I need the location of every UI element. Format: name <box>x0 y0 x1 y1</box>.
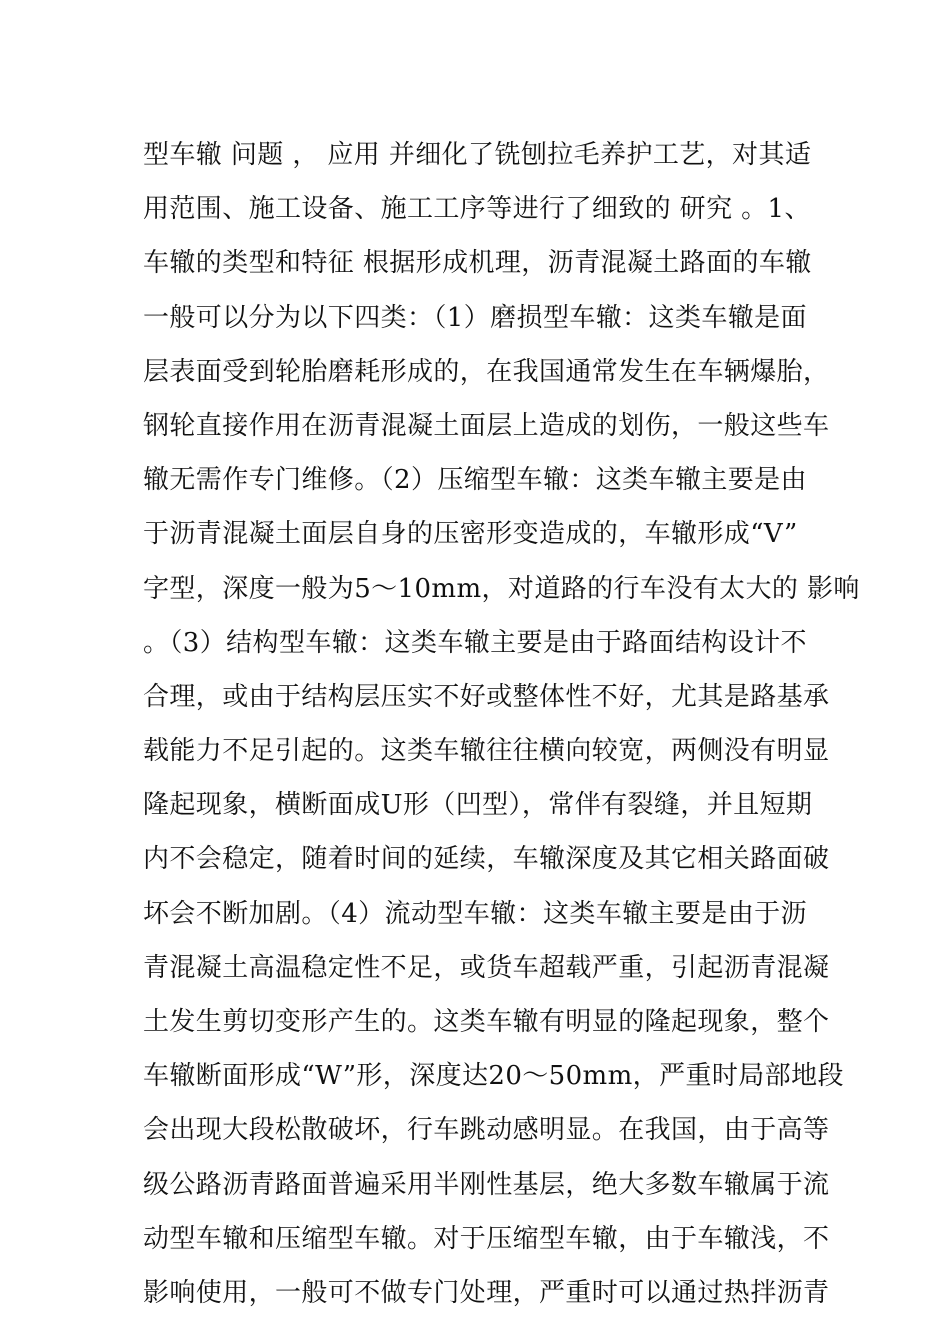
text-line: 层表面受到轮胎磨耗形成的，在我国通常发生在车辆爆胎， <box>143 356 830 387</box>
text-line: 载能力不足引起的。这类车辙往往横向较宽，两侧没有明显 <box>143 736 830 767</box>
text-line: 坏会不断加剧。（4）流动型车辙：这类车辙主要是由于沥 <box>143 898 807 929</box>
body-text <box>143 128 860 1320</box>
text-line: 青混凝土高温稳定性不足，或货车超载严重，引起沥青混凝 <box>143 952 830 983</box>
text-line: 土发生剪切变形产生的。这类车辙有明显的隆起现象，整个 <box>143 1007 830 1037</box>
text-line: 钢轮直接作用在沥青混凝土面层上造成的划伤，一般这些车 <box>143 410 830 441</box>
text-line: 。（3）结构型车辙：这类车辙主要是由于路面结构设计不 <box>143 627 807 658</box>
text-line: 内不会稳定，随着时间的延续，车辙深度及其它相关路面破 <box>143 844 830 875</box>
text-line: 级公路沥青路面普遍采用半刚性基层，绝大多数车辙属于流 <box>143 1169 830 1200</box>
text-line: 车辙断面形成“W”形，深度达20～50mm，严重时局部地段 <box>143 1061 844 1092</box>
text-line: 一般可以分为以下四类：（1）磨损型车辙：这类车辙是面 <box>143 302 807 333</box>
text-line: 隆起现象，横断面成U形（凹型），常伴有裂缝，并且短期 <box>143 790 813 821</box>
text-line: 型车辙 问题 ， 应用 并细化了铣刨拉毛养护工艺，对其适 <box>143 140 812 170</box>
text-line: 合理，或由于结构层压实不好或整体性不好，尤其是路基承 <box>143 681 830 712</box>
text-line: 辙无需作专门维修。（2）压缩型车辙：这类车辙主要是由 <box>143 465 807 496</box>
text-line: 会出现大段松散破坏，行车跳动感明显。在我国，由于高等 <box>143 1115 830 1146</box>
text-line: 字型，深度一般为5～10mm，对道路的行车没有太大的 影响 <box>143 573 860 604</box>
text-line: 影响使用，一般可不做专门处理，严重时可以通过热拌沥青 <box>143 1277 830 1308</box>
text-line: 用范围、施工设备、施工工序等进行了细致的 研究 。1、 <box>143 194 811 225</box>
text-line: 动型车辙和压缩型车辙。对于压缩型车辙，由于车辙浅，不 <box>143 1223 830 1254</box>
text-line: 车辙的类型和特征 根据形成机理，沥青混凝土路面的车辙 <box>143 248 812 279</box>
text-line: 于沥青混凝土面层自身的压密形变造成的，车辙形成“V” <box>143 519 798 550</box>
